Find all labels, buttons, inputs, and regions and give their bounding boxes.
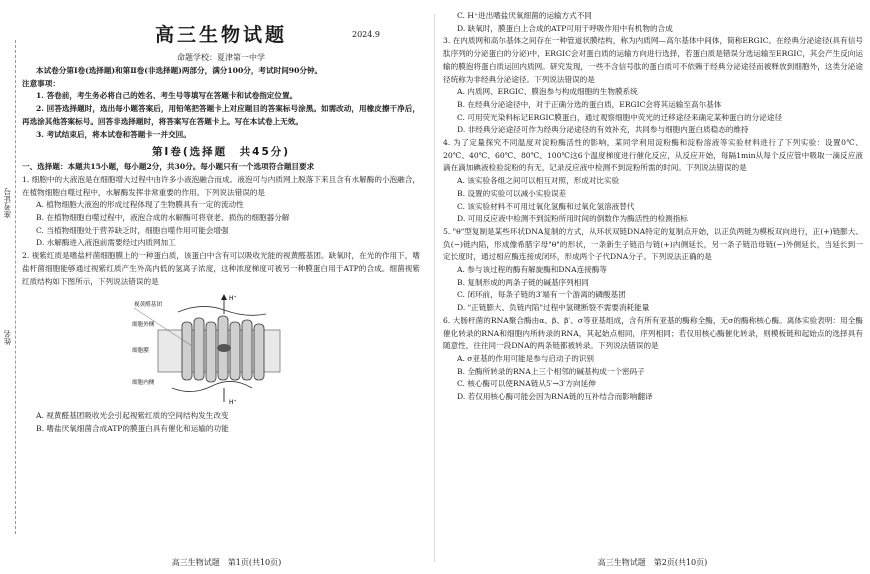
label-inside: 细胞内侧 [132,380,155,387]
page-footer-right: 高三生物试题 第2页(共10页) [597,558,708,567]
label-proton-bottom: H⁺ [229,399,237,407]
question-4-option-a: A. 该实验各组之间可以相互对照，形成对比实验 [457,176,620,186]
question-4-option-d: D. 可用反应液中检测不到淀粉所用时间的倒数作为酶活性的检测指标 [457,214,688,224]
section-title: 第Ⅰ卷(选择题 共45分) [151,146,291,159]
retinal-group-mark [217,344,231,352]
label-retinal: 视黄醛基团 [134,302,162,309]
header [22,16,420,50]
binding-margin [0,0,18,574]
question-2-option-b: B. 嗜盐厌氧细菌合成ATP的膜蛋白具有催化和运输的功能 [36,423,229,433]
question-5-option-c: C. 闭环前，每条子链的3′端有一个游离的磷酸基团 [457,290,626,300]
question-2-option-d: D. 缺氧时，膜蛋白上合成的ATP可用于呼吸作用中有机物的合成 [457,23,673,33]
question-3-option-c: C. 可用荧光染料标记ERGIC膜蛋白，通过观察细胞中荧光的迁移途径来确定某种蛋白的分泌途径 [457,112,783,122]
label-proton-top: H⁺ [229,295,237,303]
part-one-instructions: 一、选择题：本题共15小题，每小题2分，共30分。每小题只有一个选项符合题目要求 [22,162,315,172]
right-column [443,10,863,404]
cytoplasmic-loop [172,382,252,392]
question-2-option-a: A. 视黄醛基团吸收光会引起视紫红质的空间结构发生改变 [36,411,229,421]
question-6-option-a: A. σ亚基的作用可能是参与启动子的识别 [457,353,594,363]
bacteriorhodopsin-figure [22,292,420,408]
label-outside: 细胞外侧 [132,322,155,329]
question-1-option-b: B. 在植物细胞自噬过程中，液泡合成的水解酶可将衰老、损伤的细胞器分解 [36,213,290,223]
question-5-option-a: A. 参与该过程的酶有解旋酶和DNA连接酶等 [457,265,608,275]
question-3-stem: 3. 在内质网和高尔基体之间存在一种管道状膜结构，称为内质网—高尔基体中间体，简称ERGIC。在经典分泌途径(具有信号肽序列的分泌蛋白的分泌)中，ERGIC会对蛋白质的运输方向进行选择，若蛋白质是错误分选运输至ERGIC，其会产生反向运输的膜泡将蛋白质运回内质网。研究发现，一些不含信号肽的蛋白质可不依赖于经典分泌途径而被释放到细胞外，这类分泌途径统称为非经典分泌途径。下列说法错误的是 [443,36,863,84]
question-6-option-b: B. 全酶所转录的RNA上三个相邻的碱基构成一个密码子 [457,366,645,376]
arrow-head-icon [221,294,227,300]
question-6-stem: 6. 大肠杆菌的RNA聚合酶由α、β、β′、σ等亚基组成，含有所有亚基的酶称全酶，无σ的酶称核心酶。离体实验表明：用全酶催化转录的RNA和细胞内所转录的RNA，其起始点相同，序列相同；若仅用核心酶催化转录，则模板链和起始点的选择具有随意性，往往同一段DNA的两条链都被转录。下列说法错误的是 [443,315,863,351]
question-1-option-a: A. 植物细胞大液泡的形成过程体现了生物膜具有一定的流动性 [36,200,244,210]
notice-item: 2. 回答选择题时，选出每小题答案后，用铅笔把答题卡上对应题目的答案标号涂黑。如需改动，用橡皮擦干净后，再选涂其他答案标号。回答非选择题时，将答案写在答题卡上。写在本试卷上无效。 [22,104,420,126]
question-5-option-b: B. 复制形成的两条子链的碱基序列相同 [457,277,589,287]
question-2-stem: 2. 视紫红质是嗜盐杆菌细胞膜上的一种蛋白质，该蛋白中含有可以吸收光能的视黄醛基团。缺氧时，在光的作用下，嗜盐杆菌细胞能够通过视紫红质产生外高内低的氢离子浓度，这种浓度梯度可被另一种膜蛋白用于ATP的合成。细菌视紫红质结构如下图所示，下列说法错误的是 [22,251,420,286]
notice-item: 3. 考试结束后，将本试卷和答题卡一并交回。 [36,129,191,139]
notice-item: 1. 答卷前，考生务必将自己的姓名、考生号等填写在答题卡和试卷指定位置。 [36,91,298,101]
margin-label-name: 姓名 [3,330,12,345]
question-3-option-b: B. 在经典分泌途径中，对于正确分选的蛋白质，ERGIC会将其运输至高尔基体 [457,99,722,109]
question-1-option-d: D. 水解酶进入液泡前需要经过内质网加工 [36,238,176,248]
membrane-protein-diagram [132,292,302,408]
page-footer-left: 高三生物试题 第1页(共10页) [171,558,282,567]
label-membrane: 细胞膜 [132,348,149,355]
question-6-option-c: C. 核心酶可以使RNA链从5′→3′方向延伸 [457,379,596,389]
question-3-option-a: A. 内质网、ERGIC、膜泡参与构成细胞的生物膜系统 [457,87,638,97]
question-5-option-d: D. "正链膨大、负链内陷"过程中氢键断裂不需要消耗能量 [457,303,650,313]
cut-line [15,40,16,534]
question-4-stem: 4. 为了定量探究不同温度对淀粉酶活性的影响，某同学利用淀粉酶和淀粉溶液等实验材料进行了下列实验：设置0℃、20℃、40℃、60℃、80℃、100℃这6个温度梯度进行催化反应，从反应开始，每隔1min从每个反应管中吸取一滴反应液滴在滴加碘液检验淀粉的有无，记录反应液中检测不到淀粉所需的时间。下列说法错误的是 [443,138,863,173]
question-1-option-c: C. 当植物细胞处于营养缺乏时，细胞自噬作用可能会增强 [36,225,229,235]
question-2-option-c: C. H⁺进出嗜盐厌氧细菌的运输方式不同 [457,11,592,20]
extracellular-loop [178,307,266,316]
question-6-option-d: D. 若仅用核心酶可能会因为RNA链的互补结合而影响翻译 [457,392,653,402]
question-5-stem: 5. "θ"型复制是某些环状DNA复制的方式，从环状双链DNA特定的复制点开始，以正负两链为模板双向进行，正(+)链膨大、负(−)链内陷，形成像希腊字母"θ"的形状，一条新生子链沿与链(+)内侧延长，另一条子链沿母链(−)外侧延长，当延长到一定长度时，通过相应酶连接成闭环，形成两个子代DNA分子。下列说法正确的是 [443,226,863,262]
page-title: 高三生物试题 [154,24,287,46]
page-right [435,0,870,574]
left-column [22,10,420,436]
question-3-option-d: D. 非经典分泌途径可作为经典分泌途径的有效补充，共同参与细胞内蛋白质稳态的维持 [457,125,749,135]
exam-date: 2024.9 [352,30,380,39]
question-1-stem: 1. 细胞中的大液泡是在细胞增大过程中由许多小液泡融合而成。液泡可与内质网上脱落下来且含有水解酶的小泡融合，在植物细胞自噬过程中，水解酶发挥非常重要的作用。下列说法错误的是 [22,174,420,197]
notice-title: 注意事项： [22,78,60,88]
question-4-option-c: C. 该实验材料不可用过氧化氢酶和过氧化氢溶液替代 [457,201,635,211]
margin-label-exam-number: 准考证号 [3,188,12,218]
school-line: 命题学校：夏津第一中学 [177,53,265,62]
intro-text: 本试卷分第Ⅰ卷(选择题)和第Ⅱ卷(非选择题)两部分，满分100分，考试时间90分钟。 [36,66,323,75]
question-4-option-b: B. 设置的实验可以减小实验误差 [457,188,567,198]
